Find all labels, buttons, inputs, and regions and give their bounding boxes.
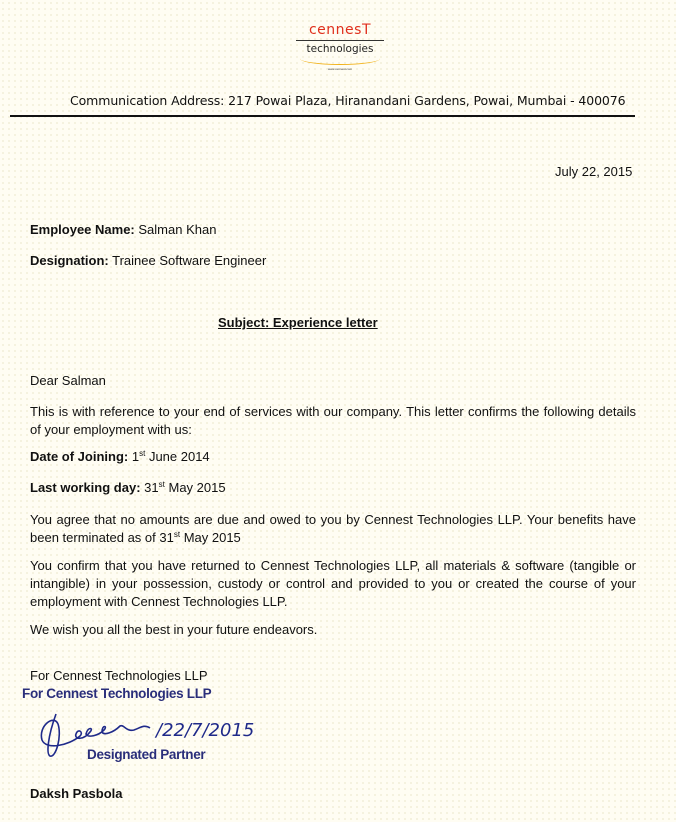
salutation: Dear Salman (30, 373, 106, 388)
last-day: 31 (144, 480, 159, 495)
amounts-paragraph (30, 511, 636, 547)
stamp-company: For Cennest Technologies LLP (22, 686, 212, 701)
designation: Trainee Software Engineer (112, 253, 267, 268)
amounts-text: You agree that no amounts are due and owed to you by Cennest Technologies LLP. Your benefits have been terminated as of 31 (30, 512, 636, 545)
materials-paragraph: You confirm that you have returned to Cennest Technologies LLP, all materials & software (tangible or intangible) in your possession, custody or control and provided to you or created the course of your employment with Cennest Technologies LLP. (30, 558, 636, 609)
amounts-day-suffix: st (173, 530, 181, 539)
designation-line (30, 252, 266, 270)
intro-paragraph: This is with reference to your end of services with our company. This letter confirms the following details of your employment with us: (30, 404, 636, 437)
company-logo (290, 22, 390, 71)
employee-name-line (30, 221, 216, 239)
last-day-suffix: st (158, 480, 165, 489)
signatory-name: Daksh Pasbola (30, 786, 123, 801)
letter-date: July 22, 2015 (555, 164, 633, 179)
closing-wish: We wish you all the best in your future endeavors. (30, 622, 318, 637)
employee-name: Salman Khan (138, 222, 217, 237)
joining-month-year: June 2014 (148, 449, 210, 464)
signature-date: /22/7/2015 (156, 720, 255, 741)
last-working-day-line (30, 479, 226, 497)
amounts-month-year: May 2015 (183, 530, 241, 545)
for-company: For Cennest Technologies LLP (30, 668, 208, 683)
logo-name: cennesT (308, 22, 371, 38)
joining-date-line (30, 448, 210, 466)
joining-day: 1 (131, 449, 140, 464)
designation-label: Designation: (30, 253, 109, 268)
employee-name-label: Employee Name: (30, 222, 135, 237)
logo-subtitle: technologies (306, 43, 374, 55)
stamp-title: Designated Partner (87, 747, 206, 762)
letter-subject: Subject: Experience letter (218, 315, 378, 330)
logo-url: www.cennest.com (327, 67, 353, 71)
header-divider (10, 115, 635, 117)
joining-day-suffix: st (139, 449, 146, 458)
joining-date-label: Date of Joining: (30, 449, 129, 464)
last-day-month-year: May 2015 (168, 480, 226, 495)
logo-divider (296, 40, 384, 41)
last-working-day-label: Last working day: (30, 480, 141, 495)
communication-address: Communication Address: 217 Powai Plaza, Hiranandani Gardens, Powai, Mumbai - 400076 (70, 93, 626, 108)
